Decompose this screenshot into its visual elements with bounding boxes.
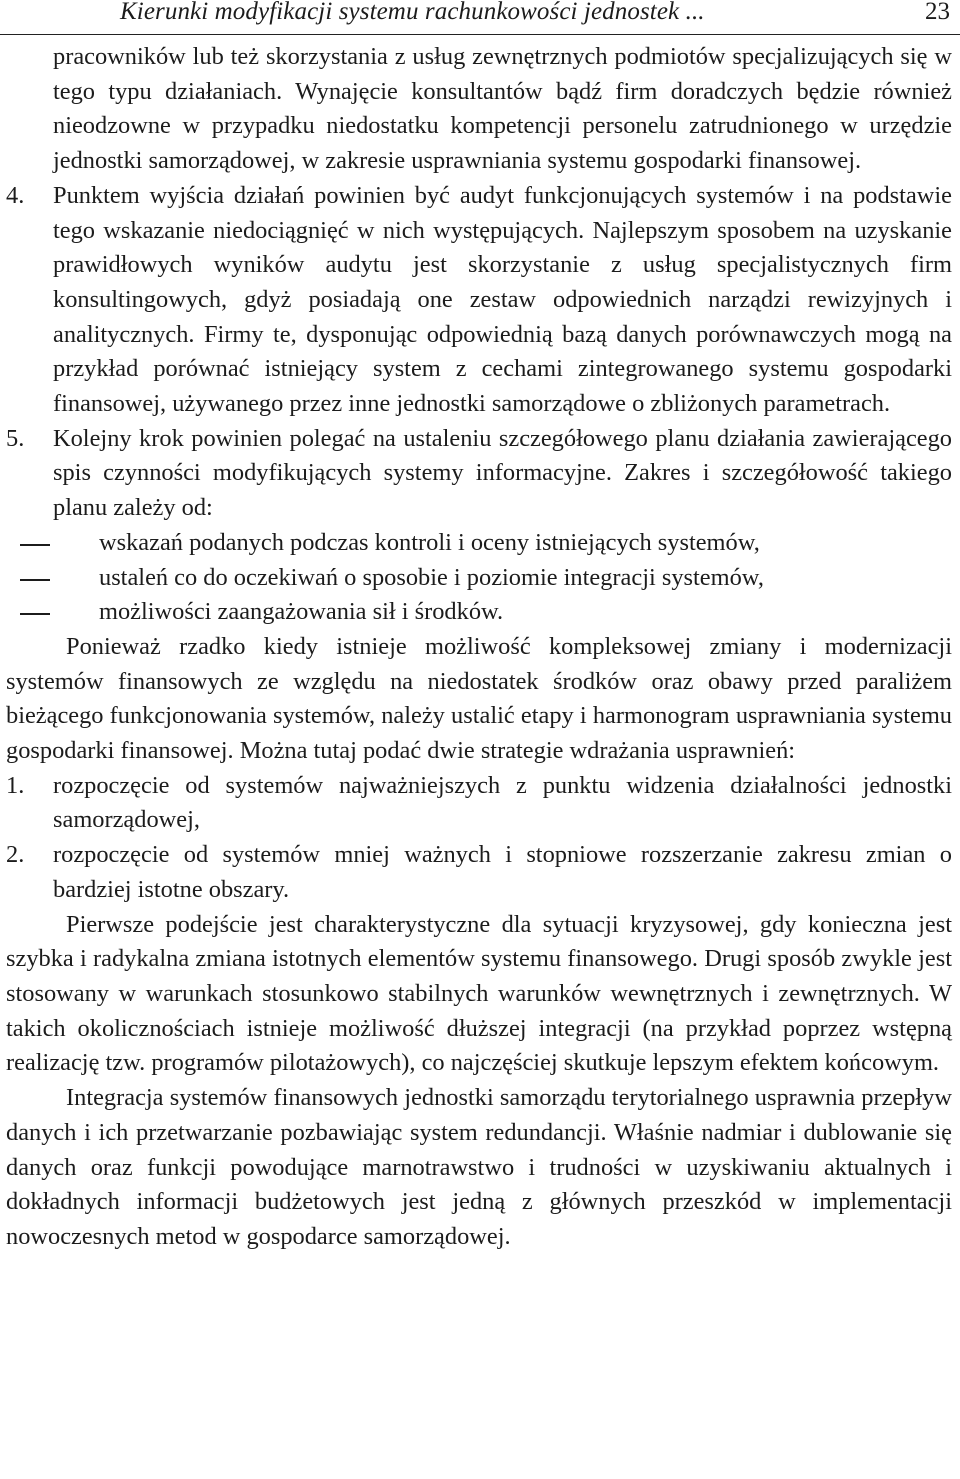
item-number: 5. [6, 424, 25, 452]
strategy-item-1 [6, 769, 952, 838]
paragraph-integracja: Integracja systemów finansowych jednostki samorządu terytorialnego usprawnia przepływ danych i ich przetwarzanie pozbawiając system redundancji. Właśnie nadmiar i dublowanie się danych oraz funkcji powodujące marnotrawstwo i trudności w uzyskiwaniu aktualnych i dokładnych informacji budżetowych jest jedną z głównych przeszkód w implementacji nowoczesnych metod w gospodarce samorządowej. [6, 1084, 952, 1250]
item-number: 1. [6, 771, 25, 799]
item-text: Punktem wyjścia działań powinien być audyt funkcjonujących systemów i na podstawie tego wskazanie niedociągnięć w nich występujących. Najlepszym sposobem na uzyskanie prawidłowych wyników audytu jest skorzystanie z usług specjalistycznych firm konsultingowych, gdyż posiadają one zestaw odpowiednich narządzi rewizyjnych i analitycznych. Firmy te, dysponując odpowiednią bazą danych porównawczych mogą na przykład porównać istniejący system z cechami zintegrowanego systemu gospodarki finansowej, używanego przez inne jednostki samorządowe o zbliżonych parametrach. [53, 181, 952, 418]
list-item-text: możliwości zaangażowania sił i środków. [99, 598, 504, 626]
list-item-text: wskazań podanych podczas kontroli i oceny istniejących systemów, [99, 528, 760, 556]
dash-list-item [6, 561, 952, 596]
paragraph-poniewaz: Ponieważ rzadko kiedy istnieje możliwość kompleksowej zmiany i modernizacji systemów finansowych ze względu na niedostatek środków oraz obawy przed paraliżem bieżącego funkcjonowania systemów, należy ustalić etapy i harmonogram usprawniania systemu gospodarki finansowej. Można tutaj podać dwie strategie wdrażania usprawnień: [6, 632, 952, 765]
dash-list-item [6, 595, 952, 630]
strategy-item-2 [6, 838, 952, 907]
numbered-item-4 [6, 179, 952, 422]
numbered-item-5 [6, 422, 952, 526]
item-text: Kolejny krok powinien polegać na ustaleniu szczegółowego planu działania zawierającego spis czynności modyfikujących systemy informacyjne. Zakres i szczegółowość takiego planu zależy od: [53, 424, 952, 522]
item-text: rozpoczęcie od systemów mniej ważnych i stopniowe rozszerzanie zakresu zmian o bardziej istotne obszary. [53, 841, 952, 903]
running-header [0, 0, 960, 35]
item-number: 4. [6, 181, 25, 209]
item-text: rozpoczęcie od systemów najważniejszych z punktu widzenia działalności jednostki samorządowej, [53, 771, 952, 834]
dash-bullet-icon [20, 613, 50, 615]
dash-list-item [6, 526, 952, 561]
page-number: 23 [925, 0, 950, 25]
paragraph-pierwsze: Pierwsze podejście jest charakterystyczne dla sytuacji kryzysowej, gdy konieczna jest szybka i radykalna zmiana istotnych elementów systemu finansowego. Drugi sposób zwykle jest stosowany w warunkach stosunkowo stabilnych warunków wewnętrznych i zewnętrznych. W takich okolicznościach istnieje możliwość dłuższej integracji (na przykład poprzez wstępną realizację tzw. programów pilotażowych), co najczęściej skutkuje lepszym efektem końcowym. [6, 910, 952, 1077]
page-body [6, 40, 952, 1255]
list-item-text: ustaleń co do oczekiwań o sposobie i poziomie integracji systemów, [99, 563, 764, 591]
dash-bullet-icon [20, 579, 50, 581]
paragraph-continuation: pracowników lub też skorzystania z usług zewnętrznych podmiotów specjalizujących się w tego typu działaniach. Wynajęcie konsultantów bądź firm doradczych będzie również nieodzowne w przypadku niedostatku kompetencji personelu zatrudnionego w urzędzie jednostki samorządowej, w zakresie usprawniania systemu gospodarki finansowej. [53, 43, 952, 175]
header-title: Kierunki modyfikacji systemu rachunkowości jednostek ... [120, 0, 705, 25]
item-number: 2. [6, 841, 25, 869]
dash-bullet-icon [20, 544, 50, 546]
